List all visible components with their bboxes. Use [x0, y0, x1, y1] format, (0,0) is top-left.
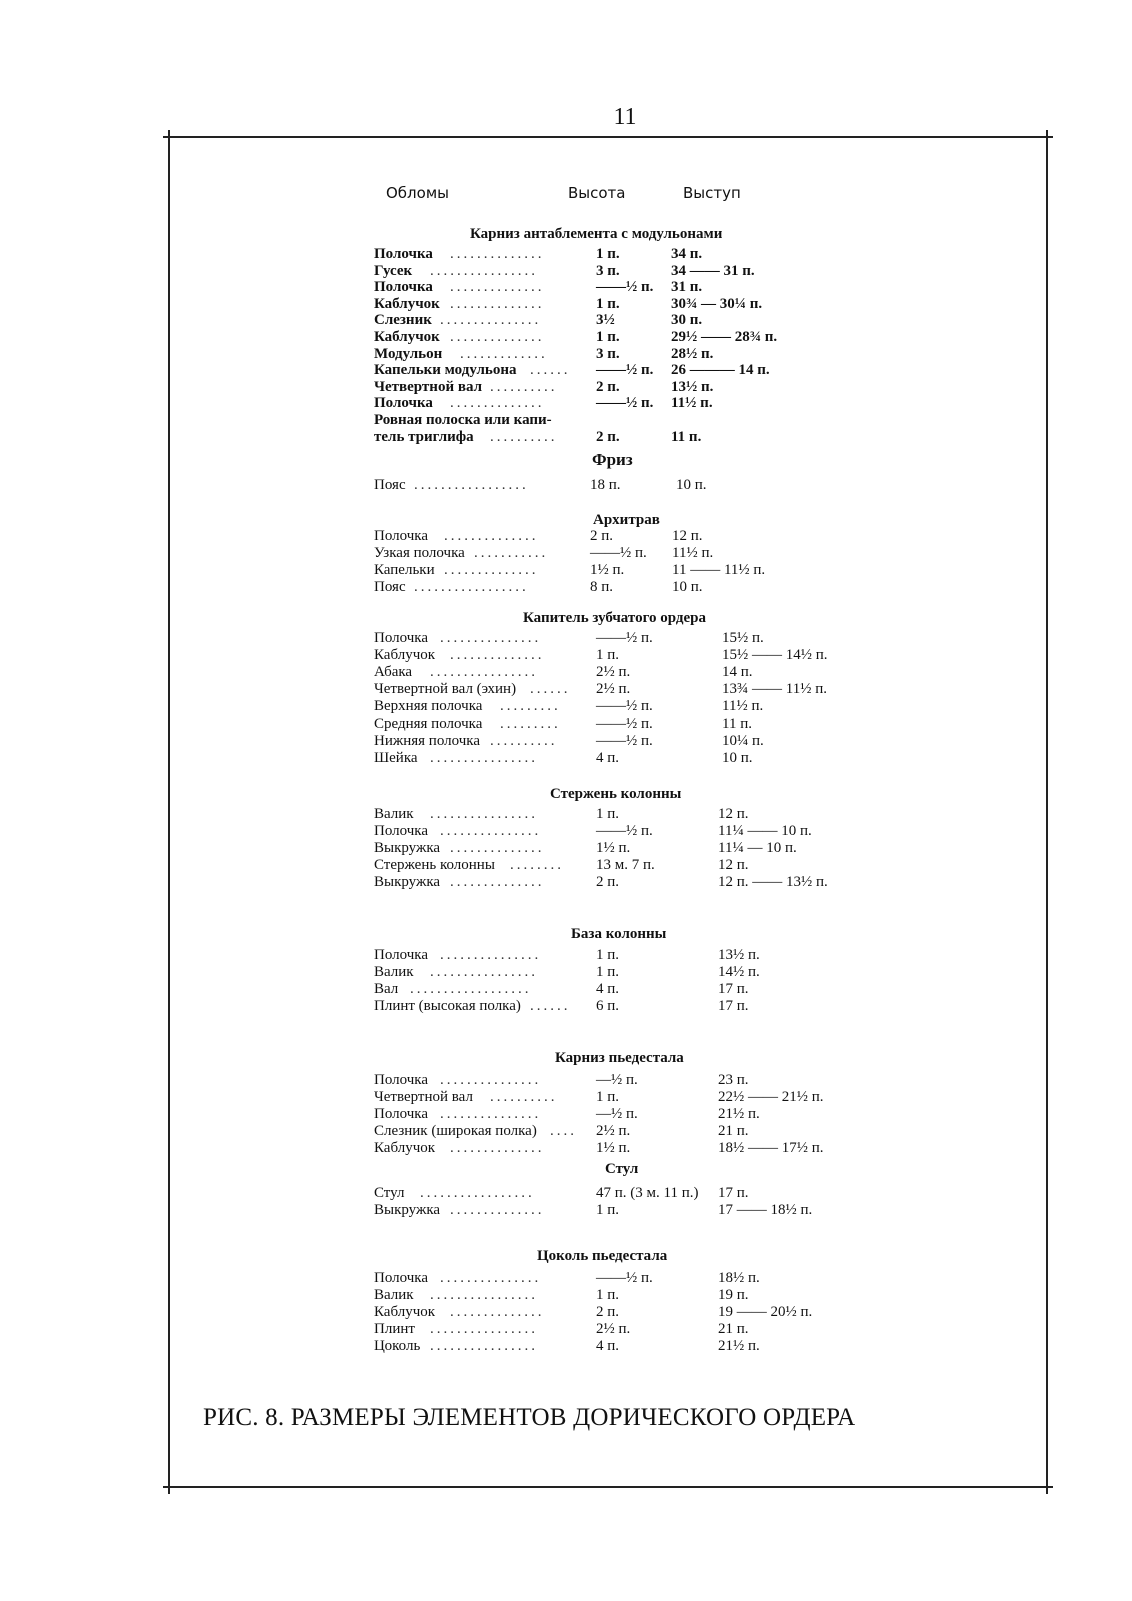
leader-dots: ......: [530, 998, 571, 1014]
element-name: Полочка: [374, 528, 428, 544]
height-value: 2 п.: [596, 874, 620, 890]
projection-value: 17 п.: [718, 998, 749, 1014]
projection-value: 11½ п.: [672, 545, 714, 561]
bottom-rule: [163, 1486, 1053, 1488]
section-title: Архитрав: [593, 512, 660, 528]
height-value: ——½ п.: [596, 630, 653, 646]
height-value: 1 п.: [596, 1089, 620, 1105]
column-header-name: Обломы: [386, 184, 449, 202]
element-name: Плинт: [374, 1321, 415, 1337]
projection-value: 11 п.: [671, 428, 702, 445]
element-name: Шейка: [374, 749, 418, 766]
height-value: 3 п.: [596, 345, 620, 362]
leader-dots: ..............: [450, 395, 545, 412]
leader-dots: .........: [500, 715, 561, 732]
projection-value: 12 п.: [718, 857, 749, 873]
leader-dots: ...............: [440, 1106, 542, 1122]
height-value: 2½ п.: [596, 664, 631, 681]
element-name: Выкружка: [374, 874, 441, 890]
element-name: Валик: [374, 1287, 414, 1303]
projection-value: 11 п.: [722, 715, 752, 732]
height-value: 4 п.: [596, 981, 620, 997]
projection-value: 26 ——— 14 п.: [671, 362, 770, 379]
projection-value: 14 п.: [722, 664, 753, 681]
leader-dots: ..............: [450, 1304, 545, 1320]
leader-dots: ..........: [490, 1089, 558, 1105]
element-name: Валик: [374, 806, 414, 822]
projection-value: 19 —— 20½ п.: [718, 1304, 813, 1320]
element-name: Полочка: [374, 1072, 428, 1088]
height-value: 1½ п.: [596, 1140, 631, 1156]
projection-value: 15½ —— 14½ п.: [722, 647, 828, 664]
leader-dots: ..............: [444, 528, 539, 544]
section-title: Карниз антаблемента с модульонами: [470, 226, 723, 242]
height-value: 1 п.: [596, 964, 620, 980]
leader-dots: ..............: [444, 562, 539, 578]
height-value: 2 п.: [596, 1304, 620, 1320]
element-name: Верхняя полочка: [374, 698, 483, 715]
element-name: Четвертной вал: [374, 1089, 473, 1105]
projection-value: 18½ —— 17½ п.: [718, 1140, 824, 1156]
height-value: 18 п.: [590, 477, 621, 493]
height-value: 1 п.: [596, 295, 620, 312]
leader-dots: ................: [430, 1287, 538, 1303]
element-name: тель триглифа: [374, 428, 474, 445]
element-name: Полочка: [374, 1270, 428, 1286]
element-name: Валик: [374, 964, 414, 980]
leader-dots: ..............: [450, 874, 545, 890]
element-name: Слезник: [374, 312, 432, 329]
projection-value: 21½ п.: [718, 1338, 760, 1354]
element-name: Выкружка: [374, 840, 441, 856]
projection-value: 11¼ —— 10 п.: [718, 823, 812, 839]
projection-value: 13½ п.: [671, 378, 714, 395]
element-name: Каблучок: [374, 1304, 436, 1320]
element-name: Полочка: [374, 246, 433, 262]
element-name: Модульон: [374, 345, 443, 362]
leader-dots: ........: [510, 857, 564, 873]
height-value: 1 п.: [596, 1202, 620, 1218]
leader-dots: .................: [420, 1185, 535, 1201]
section-title: Стул: [605, 1161, 639, 1177]
projection-value: 28½ п.: [671, 345, 714, 362]
element-name: Полочка: [374, 630, 428, 646]
height-value: 1½ п.: [596, 840, 631, 856]
leader-dots: .................: [414, 579, 529, 595]
height-value: ——½ п.: [596, 698, 653, 715]
projection-value: 13¾ —— 11½ п.: [722, 681, 827, 698]
height-value: 6 п.: [596, 998, 620, 1014]
projection-value: 29½ —— 28¾ п.: [671, 329, 778, 345]
leader-dots: ................: [430, 749, 538, 766]
element-name: Полочка: [374, 279, 433, 296]
element-name: Ровная полоска или капи-: [374, 412, 552, 428]
leader-dots: .................: [414, 477, 529, 493]
element-name: Гусек: [374, 262, 413, 279]
projection-value: 11¼ — 10 п.: [718, 840, 797, 856]
projection-value: 30¾ — 30¼ п.: [671, 295, 763, 312]
height-value: 8 п.: [590, 579, 614, 595]
height-value: 1 п.: [596, 246, 620, 262]
height-value: —½ п.: [596, 1106, 638, 1122]
projection-value: 10 п.: [672, 579, 703, 595]
leader-dots: .........: [500, 698, 561, 715]
leader-dots: ..........: [490, 378, 558, 395]
top-rule: [163, 136, 1053, 138]
element-name: Каблучок: [374, 1140, 436, 1156]
height-value: ——½ п.: [596, 823, 653, 839]
projection-value: 34 п.: [671, 246, 703, 262]
leader-dots: ..................: [410, 981, 532, 997]
element-name: Каблучок: [374, 295, 440, 312]
leader-dots: ...............: [440, 630, 542, 646]
height-value: ——½ п.: [596, 362, 654, 379]
column-header-height: Высота: [568, 184, 626, 202]
figure-caption: РИС. 8. РАЗМЕРЫ ЭЛЕМЕНТОВ ДОРИЧЕСКОГО ОРДЕРА: [203, 1404, 856, 1431]
column-header-projection: Выступ: [683, 184, 741, 202]
leader-dots: ...........: [474, 545, 549, 561]
height-value: 2½ п.: [596, 1123, 631, 1139]
height-value: 47 п. (3 м. 11 п.): [596, 1185, 699, 1201]
element-name: Вал: [374, 981, 399, 997]
projection-value: 23 п.: [718, 1072, 749, 1088]
leader-dots: ................: [430, 1321, 538, 1337]
element-name: Полочка: [374, 947, 428, 963]
element-name: Цоколь: [374, 1338, 421, 1354]
section-title: Карниз пьедестала: [555, 1050, 684, 1066]
leader-dots: ................: [430, 664, 538, 681]
projection-value: 15½ п.: [722, 630, 764, 646]
element-name: Нижняя полочка: [374, 732, 480, 749]
height-value: 4 п.: [596, 749, 620, 766]
projection-value: 21½ п.: [718, 1106, 760, 1122]
element-name: Капельки модульона: [374, 362, 517, 379]
element-name: Полочка: [374, 1106, 428, 1122]
height-value: 1½ п.: [590, 562, 625, 578]
height-value: 4 п.: [596, 1338, 620, 1354]
leader-dots: ....: [550, 1123, 577, 1139]
element-name: Пояс: [374, 477, 406, 493]
element-name: Четвертной вал: [374, 378, 482, 395]
height-value: ——½ п.: [596, 732, 653, 749]
projection-value: 21 п.: [718, 1321, 749, 1337]
element-name: Каблучок: [374, 329, 440, 345]
section-title: Цоколь пьедестала: [537, 1248, 668, 1264]
height-value: 2½ п.: [596, 1321, 631, 1337]
projection-value: 19 п.: [718, 1287, 749, 1303]
element-name: Капельки: [374, 562, 435, 578]
leader-dots: ..........: [490, 428, 558, 445]
projection-value: 17 —— 18½ п.: [718, 1202, 813, 1218]
projection-value: 17 п.: [718, 981, 749, 997]
height-value: ——½ п.: [590, 545, 647, 561]
projection-value: 12 п.: [672, 528, 703, 544]
height-value: 1 п.: [596, 329, 620, 345]
projection-value: 30 п.: [671, 312, 703, 329]
height-value: ——½ п.: [596, 395, 654, 412]
leader-dots: ................: [430, 806, 538, 822]
section-title: Капитель зубчатого ордера: [523, 610, 706, 626]
section-title: Стержень колонны: [550, 786, 682, 802]
leader-dots: ...............: [440, 1270, 542, 1286]
height-value: 13 м. 7 п.: [596, 857, 655, 873]
height-value: 2 п.: [596, 378, 620, 395]
leader-dots: ..............: [450, 295, 545, 312]
height-value: 2 п.: [596, 428, 620, 445]
height-value: 1 п.: [596, 806, 620, 822]
leader-dots: ...............: [440, 947, 542, 963]
element-name: Выкружка: [374, 1202, 441, 1218]
projection-value: 17 п.: [718, 1185, 749, 1201]
element-name: Пояс: [374, 579, 406, 595]
leader-dots: ..............: [450, 329, 545, 345]
element-name: Плинт (высокая полка): [374, 998, 521, 1014]
leader-dots: ...............: [440, 823, 542, 839]
page-number: 11: [613, 104, 637, 130]
height-value: 3½: [596, 312, 615, 329]
height-value: ——½ п.: [596, 715, 653, 732]
height-value: ——½ п.: [596, 1270, 653, 1286]
projection-value: 12 п.: [718, 806, 749, 822]
leader-dots: ......: [530, 362, 571, 379]
element-name: Полочка: [374, 395, 433, 412]
leader-dots: .............: [460, 345, 548, 362]
leader-dots: ..............: [450, 840, 545, 856]
height-value: 2½ п.: [596, 681, 631, 698]
leader-dots: ..............: [450, 279, 545, 296]
projection-value: 10¼ п.: [722, 732, 764, 749]
projection-value: 18½ п.: [718, 1270, 760, 1286]
section-title: База колонны: [571, 926, 667, 942]
leader-dots: ..............: [450, 1140, 545, 1156]
element-name: Абака: [374, 664, 413, 681]
projection-value: 22½ —— 21½ п.: [718, 1089, 824, 1105]
element-name: Четвертной вал (эхин): [374, 681, 517, 698]
projection-value: 31 п.: [671, 279, 703, 296]
projection-value: 13½ п.: [718, 947, 760, 963]
height-value: —½ п.: [596, 1072, 638, 1088]
element-name: Узкая полочка: [374, 545, 465, 561]
leader-dots: ...............: [440, 312, 542, 329]
element-name: Полочка: [374, 823, 428, 839]
leader-dots: ................: [430, 262, 538, 279]
element-name: Каблучок: [374, 647, 436, 664]
leader-dots: ......: [530, 681, 571, 698]
projection-value: 10 п.: [676, 477, 707, 493]
projection-value: 11½ п.: [671, 395, 713, 412]
element-name: Слезник (широкая полка): [374, 1123, 537, 1139]
element-name: Стул: [374, 1185, 405, 1201]
projection-value: 12 п. —— 13½ п.: [718, 874, 828, 890]
height-value: ——½ п.: [596, 279, 654, 296]
right-border: [1046, 130, 1048, 1494]
projection-value: 34 —— 31 п.: [671, 262, 755, 279]
height-value: 3 п.: [596, 262, 620, 279]
leader-dots: ................: [430, 964, 538, 980]
leader-dots: ..............: [450, 246, 545, 262]
left-border: [168, 130, 170, 1494]
height-value: 1 п.: [596, 647, 620, 664]
section-title: Фриз: [592, 450, 633, 469]
height-value: 1 п.: [596, 947, 620, 963]
leader-dots: ................: [430, 1338, 538, 1354]
height-value: 2 п.: [590, 528, 614, 544]
projection-value: 11 —— 11½ п.: [672, 562, 766, 578]
leader-dots: ..............: [450, 647, 545, 664]
projection-value: 14½ п.: [718, 964, 760, 980]
leader-dots: ..............: [450, 1202, 545, 1218]
leader-dots: ..........: [490, 732, 558, 749]
height-value: 1 п.: [596, 1287, 620, 1303]
leader-dots: ...............: [440, 1072, 542, 1088]
projection-value: 11½ п.: [722, 698, 764, 715]
element-name: Средняя полочка: [374, 715, 483, 732]
projection-value: 10 п.: [722, 749, 753, 766]
element-name: Стержень колонны: [374, 857, 495, 873]
projection-value: 21 п.: [718, 1123, 749, 1139]
